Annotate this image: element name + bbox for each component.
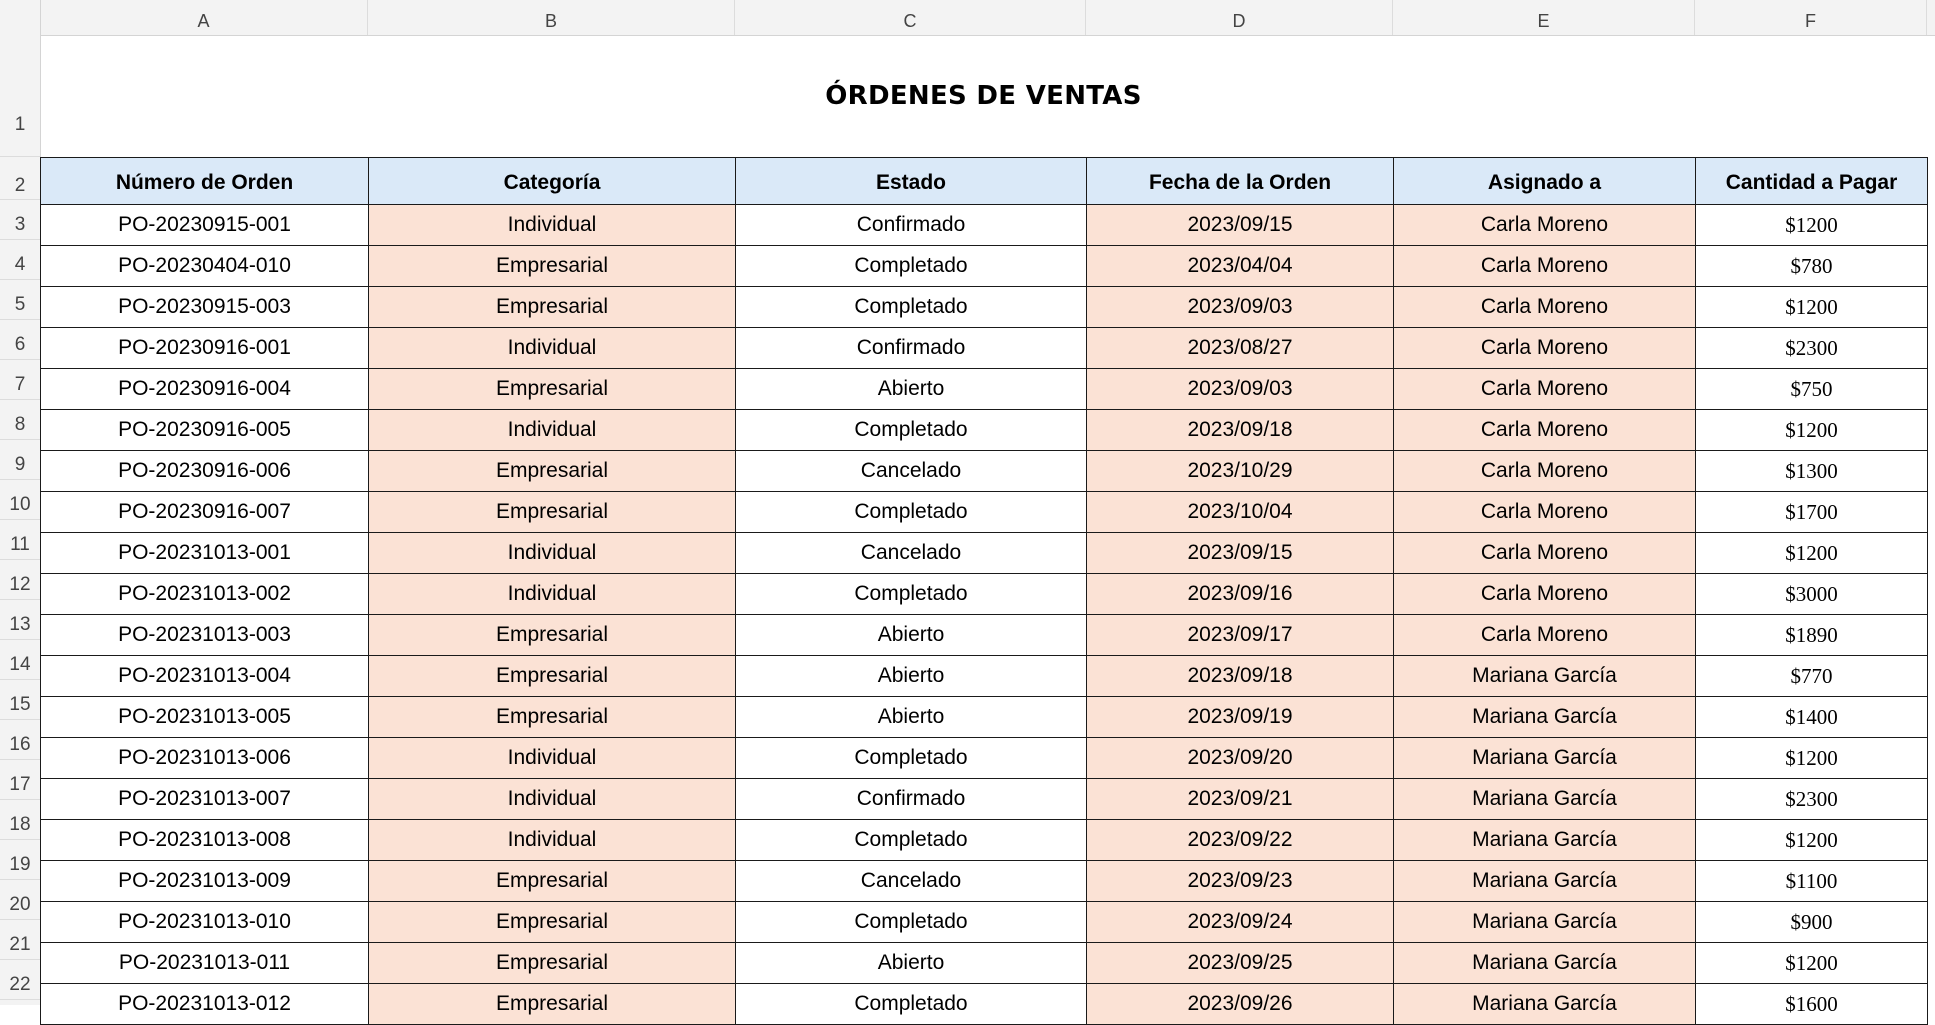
cell-category[interactable]: Empresarial xyxy=(369,697,736,738)
table-row xyxy=(41,451,1928,492)
cell-order-number[interactable]: PO-20231013-003 xyxy=(41,615,369,656)
cell-order-number[interactable]: PO-20230916-004 xyxy=(41,369,369,410)
cell-order-date[interactable]: 2023/09/23 xyxy=(1087,861,1394,902)
cell-status[interactable]: Abierto xyxy=(736,369,1087,410)
cell-order-number[interactable]: PO-20230916-005 xyxy=(41,410,369,451)
column-header-a[interactable]: A xyxy=(40,0,368,35)
cell-order-number[interactable]: PO-20230915-001 xyxy=(41,205,369,246)
select-all-corner[interactable] xyxy=(0,0,41,35)
row-header[interactable]: 10 xyxy=(0,480,40,520)
cell-assigned-to[interactable]: Carla Moreno xyxy=(1394,615,1696,656)
row-header[interactable]: 11 xyxy=(0,520,40,560)
cell-category[interactable]: Individual xyxy=(369,410,736,451)
cell-category[interactable]: Individual xyxy=(369,328,736,369)
cell-amount-due[interactable]: $780 xyxy=(1696,246,1928,287)
table-row xyxy=(41,574,1928,615)
cell-order-date[interactable]: 2023/09/03 xyxy=(1087,287,1394,328)
cell-status[interactable]: Completado xyxy=(736,574,1087,615)
cell-order-number[interactable]: PO-20231013-009 xyxy=(41,861,369,902)
cell-assigned-to[interactable]: Carla Moreno xyxy=(1394,205,1696,246)
cell-assigned-to[interactable]: Mariana García xyxy=(1394,820,1696,861)
cell-amount-due[interactable]: $1200 xyxy=(1696,533,1928,574)
cell-order-date[interactable]: 2023/08/27 xyxy=(1087,328,1394,369)
cell-assigned-to[interactable]: Mariana García xyxy=(1394,902,1696,943)
cell-status[interactable]: Completado xyxy=(736,738,1087,779)
column-header-d[interactable]: D xyxy=(1086,0,1393,35)
cell-category[interactable]: Empresarial xyxy=(369,943,736,984)
cell-amount-due[interactable]: $1890 xyxy=(1696,615,1928,656)
cell-status[interactable]: Cancelado xyxy=(736,451,1087,492)
cell-order-number[interactable]: PO-20231013-002 xyxy=(41,574,369,615)
header-status[interactable]: Estado xyxy=(736,158,1087,205)
cell-status[interactable]: Confirmado xyxy=(736,328,1087,369)
cell-order-date[interactable]: 2023/09/15 xyxy=(1087,205,1394,246)
column-header-f[interactable]: F xyxy=(1695,0,1927,35)
cell-category[interactable]: Empresarial xyxy=(369,615,736,656)
cell-category[interactable]: Empresarial xyxy=(369,492,736,533)
cell-amount-due[interactable]: $1200 xyxy=(1696,738,1928,779)
cell-assigned-to[interactable]: Carla Moreno xyxy=(1394,410,1696,451)
cell-assigned-to[interactable]: Mariana García xyxy=(1394,656,1696,697)
table-row xyxy=(41,533,1928,574)
table-row xyxy=(41,369,1928,410)
cell-order-date[interactable]: 2023/09/18 xyxy=(1087,656,1394,697)
cell-amount-due[interactable]: $3000 xyxy=(1696,574,1928,615)
table-row xyxy=(41,287,1928,328)
row-header[interactable]: 14 xyxy=(0,640,40,680)
cell-order-number[interactable]: PO-20231013-008 xyxy=(41,820,369,861)
cell-assigned-to[interactable]: Mariana García xyxy=(1394,861,1696,902)
cell-category[interactable]: Empresarial xyxy=(369,902,736,943)
cell-assigned-to[interactable]: Carla Moreno xyxy=(1394,369,1696,410)
cell-assigned-to[interactable]: Mariana García xyxy=(1394,697,1696,738)
cell-assigned-to[interactable]: Mariana García xyxy=(1394,984,1696,1025)
cell-category[interactable]: Empresarial xyxy=(369,861,736,902)
cell-category[interactable]: Empresarial xyxy=(369,287,736,328)
cell-order-date[interactable]: 2023/09/03 xyxy=(1087,369,1394,410)
cell-order-date[interactable]: 2023/10/04 xyxy=(1087,492,1394,533)
cell-status[interactable]: Cancelado xyxy=(736,533,1087,574)
cell-amount-due[interactable]: $2300 xyxy=(1696,328,1928,369)
cell-order-date[interactable]: 2023/09/16 xyxy=(1087,574,1394,615)
cell-amount-due[interactable]: $1200 xyxy=(1696,943,1928,984)
row-header[interactable]: 6 xyxy=(0,320,40,360)
cell-order-number[interactable]: PO-20231013-007 xyxy=(41,779,369,820)
row-header[interactable]: 19 xyxy=(0,840,40,880)
table-row xyxy=(41,902,1928,943)
table-row xyxy=(41,861,1928,902)
cell-order-date[interactable]: 2023/09/20 xyxy=(1087,738,1394,779)
cell-amount-due[interactable]: $900 xyxy=(1696,902,1928,943)
cell-assigned-to[interactable]: Mariana García xyxy=(1394,943,1696,984)
cell-order-number[interactable]: PO-20231013-011 xyxy=(41,943,369,984)
table-row xyxy=(41,246,1928,287)
cell-amount-due[interactable]: $1100 xyxy=(1696,861,1928,902)
cell-order-date[interactable]: 2023/09/15 xyxy=(1087,533,1394,574)
cell-status[interactable]: Abierto xyxy=(736,943,1087,984)
cell-category[interactable]: Individual xyxy=(369,574,736,615)
row-header[interactable]: 2 xyxy=(0,157,40,200)
column-header-e[interactable]: E xyxy=(1393,0,1695,35)
cell-status[interactable]: Completado xyxy=(736,246,1087,287)
sheet-title: ÓRDENES DE VENTAS xyxy=(825,81,1142,111)
cell-assigned-to[interactable]: Carla Moreno xyxy=(1394,246,1696,287)
cell-status[interactable]: Completado xyxy=(736,984,1087,1025)
cell-amount-due[interactable]: $2300 xyxy=(1696,779,1928,820)
cell-amount-due[interactable]: $750 xyxy=(1696,369,1928,410)
row-header[interactable]: 13 xyxy=(0,600,40,640)
cell-order-date[interactable]: 2023/09/25 xyxy=(1087,943,1394,984)
cell-assigned-to[interactable]: Mariana García xyxy=(1394,779,1696,820)
cell-order-number[interactable]: PO-20230404-010 xyxy=(41,246,369,287)
cell-amount-due[interactable]: $1300 xyxy=(1696,451,1928,492)
cell-category[interactable]: Empresarial xyxy=(369,656,736,697)
row-header[interactable]: 18 xyxy=(0,800,40,840)
table-row xyxy=(41,779,1928,820)
cell-amount-due[interactable]: $1200 xyxy=(1696,205,1928,246)
row-header[interactable]: 16 xyxy=(0,720,40,760)
cell-status[interactable]: Abierto xyxy=(736,697,1087,738)
cell-category[interactable]: Empresarial xyxy=(369,369,736,410)
cell-category[interactable]: Individual xyxy=(369,533,736,574)
cell-amount-due[interactable]: $1400 xyxy=(1696,697,1928,738)
cell-category[interactable]: Empresarial xyxy=(369,451,736,492)
cell-order-number[interactable]: PO-20231013-005 xyxy=(41,697,369,738)
row-header[interactable]: 7 xyxy=(0,360,40,400)
row-header[interactable]: 21 xyxy=(0,920,40,960)
cell-order-number[interactable]: PO-20231013-012 xyxy=(41,984,369,1025)
cell-amount-due[interactable]: $1600 xyxy=(1696,984,1928,1025)
table-row xyxy=(41,984,1928,1025)
header-order-date[interactable]: Fecha de la Orden xyxy=(1087,158,1394,205)
cell-order-number[interactable]: PO-20231013-010 xyxy=(41,902,369,943)
cell-assigned-to[interactable]: Carla Moreno xyxy=(1394,574,1696,615)
cell-order-date[interactable]: 2023/09/19 xyxy=(1087,697,1394,738)
cell-order-date[interactable]: 2023/09/24 xyxy=(1087,902,1394,943)
cell-assigned-to[interactable]: Carla Moreno xyxy=(1394,287,1696,328)
table-row xyxy=(41,697,1928,738)
cell-status[interactable]: Completado xyxy=(736,902,1087,943)
cell-assigned-to[interactable]: Carla Moreno xyxy=(1394,533,1696,574)
cell-order-number[interactable]: PO-20230915-003 xyxy=(41,287,369,328)
cell-status[interactable]: Abierto xyxy=(736,615,1087,656)
cell-category[interactable]: Empresarial xyxy=(369,984,736,1025)
cell-category[interactable]: Individual xyxy=(369,738,736,779)
column-header-b[interactable]: B xyxy=(368,0,735,35)
table-row xyxy=(41,205,1928,246)
cell-order-date[interactable]: 2023/04/04 xyxy=(1087,246,1394,287)
row-header[interactable]: 3 xyxy=(0,200,40,240)
cell-status[interactable]: Cancelado xyxy=(736,861,1087,902)
row-header[interactable]: 9 xyxy=(0,440,40,480)
cell-order-number[interactable]: PO-20231013-006 xyxy=(41,738,369,779)
cell-category[interactable]: Individual xyxy=(369,779,736,820)
cell-order-date[interactable]: 2023/09/18 xyxy=(1087,410,1394,451)
cell-order-number[interactable]: PO-20230916-001 xyxy=(41,328,369,369)
cell-order-date[interactable]: 2023/10/29 xyxy=(1087,451,1394,492)
cell-status[interactable]: Confirmado xyxy=(736,205,1087,246)
table-row xyxy=(41,410,1928,451)
cell-amount-due[interactable]: $1200 xyxy=(1696,820,1928,861)
cell-status[interactable]: Completado xyxy=(736,492,1087,533)
header-category[interactable]: Categoría xyxy=(369,158,736,205)
cell-order-date[interactable]: 2023/09/21 xyxy=(1087,779,1394,820)
cell-order-number[interactable]: PO-20230916-006 xyxy=(41,451,369,492)
row-header[interactable]: 22 xyxy=(0,960,40,1000)
cell-amount-due[interactable]: $770 xyxy=(1696,656,1928,697)
header-assigned-to[interactable]: Asignado a xyxy=(1394,158,1696,205)
cell-assigned-to[interactable]: Carla Moreno xyxy=(1394,328,1696,369)
cell-status[interactable]: Abierto xyxy=(736,656,1087,697)
cell-amount-due[interactable]: $1700 xyxy=(1696,492,1928,533)
column-header-bar xyxy=(0,0,1935,36)
cell-order-number[interactable]: PO-20230916-007 xyxy=(41,492,369,533)
table-row xyxy=(41,492,1928,533)
cell-status[interactable]: Completado xyxy=(736,820,1087,861)
cell-category[interactable]: Individual xyxy=(369,205,736,246)
row-header-bar xyxy=(0,35,41,1005)
row-header[interactable]: 17 xyxy=(0,760,40,800)
cell-order-number[interactable]: PO-20231013-001 xyxy=(41,533,369,574)
table-row xyxy=(41,328,1928,369)
table-row xyxy=(41,943,1928,984)
row-header[interactable]: 8 xyxy=(0,400,40,440)
header-amount-due[interactable]: Cantidad a Pagar xyxy=(1696,158,1928,205)
cell-status[interactable]: Completado xyxy=(736,410,1087,451)
cell-category[interactable]: Empresarial xyxy=(369,246,736,287)
cell-assigned-to[interactable]: Mariana García xyxy=(1394,738,1696,779)
table-row xyxy=(41,615,1928,656)
row-header[interactable]: 12 xyxy=(0,560,40,600)
row-header[interactable]: 1 xyxy=(0,35,40,157)
cell-amount-due[interactable]: $1200 xyxy=(1696,287,1928,328)
row-header[interactable]: 5 xyxy=(0,280,40,320)
cell-assigned-to[interactable]: Carla Moreno xyxy=(1394,492,1696,533)
cell-amount-due[interactable]: $1200 xyxy=(1696,410,1928,451)
row-header[interactable]: 15 xyxy=(0,680,40,720)
table-row xyxy=(41,738,1928,779)
cell-assigned-to[interactable]: Carla Moreno xyxy=(1394,451,1696,492)
column-header-c[interactable]: C xyxy=(735,0,1086,35)
header-order-number[interactable]: Número de Orden xyxy=(41,158,369,205)
cell-status[interactable]: Completado xyxy=(736,287,1087,328)
row-header[interactable]: 20 xyxy=(0,880,40,920)
table-header-row xyxy=(41,158,1928,205)
cell-order-date[interactable]: 2023/09/17 xyxy=(1087,615,1394,656)
cell-category[interactable]: Individual xyxy=(369,820,736,861)
cell-order-date[interactable]: 2023/09/22 xyxy=(1087,820,1394,861)
cell-order-date[interactable]: 2023/09/26 xyxy=(1087,984,1394,1025)
table-row xyxy=(41,820,1928,861)
cell-order-number[interactable]: PO-20231013-004 xyxy=(41,656,369,697)
orders-table xyxy=(40,157,1928,1025)
table-row xyxy=(41,656,1928,697)
cell-status[interactable]: Confirmado xyxy=(736,779,1087,820)
row-header[interactable]: 4 xyxy=(0,240,40,280)
